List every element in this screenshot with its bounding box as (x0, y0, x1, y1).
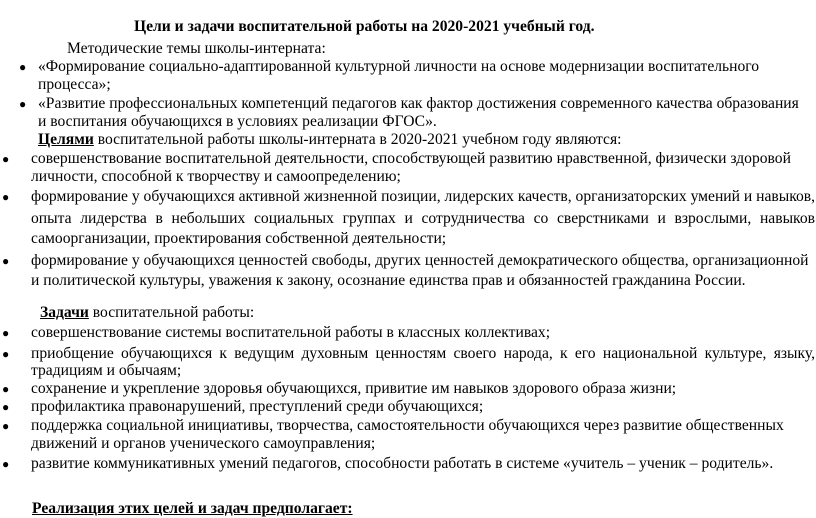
goal-2-line-3: самоорганизации, проектирования собственной деятельности; (31, 230, 447, 247)
bullet-icon: ● (2, 419, 10, 433)
bullet-icon: ● (2, 457, 10, 471)
document-title: Цели и задачи воспитательной работы на 2020-2021 учебный год. (134, 18, 595, 35)
bullet-icon: ● (2, 382, 10, 396)
goals-heading (38, 131, 622, 149)
bullet-icon: ● (2, 152, 10, 166)
goals-word: Целями (38, 131, 94, 148)
bullet-icon: ● (2, 347, 10, 361)
goals-heading-rest: воспитательной работы школы-интерната в 2020-2021 учебном году являются: (93, 131, 622, 148)
tasks-heading (40, 304, 254, 322)
bullet-icon: ● (2, 190, 10, 204)
bullet-icon: ● (19, 97, 27, 111)
bullet-icon: ● (2, 400, 10, 414)
themes-heading: Методические темы школы-интерната: (67, 40, 326, 57)
goal-3-line-2: и политической культуры, уважения к закону, осознание единства прав и обязанностей гражданина России. (31, 272, 746, 289)
goal-3-line-1: формирование у обучающихся ценностей свободы, других ценностей демократического общества, организационной (31, 252, 809, 269)
goal-2-line-2: опыта лидерства в небольших социальных группах и сотрудничества со сверстниками и взрослыми, навыков (31, 210, 815, 227)
theme-1-line-1: «Формирование социально-адаптированной культурной личности на основе модернизации воспитательного (38, 58, 760, 75)
task-5-line-1: поддержка социальной инициативы, творчества, самостоятельности обучающихся через развитие общественных (31, 417, 784, 434)
task-2-line-1: приобщение обучающихся к ведущим духовным ценностям своего народа, к его национальной культуре, языку, (31, 345, 815, 362)
task-1: совершенствование системы воспитательной работы в классных коллективах; (31, 324, 551, 341)
bullet-icon: ● (2, 326, 10, 340)
theme-2-line-2: и воспитания обучающихся в условиях реализации ФГОС». (38, 113, 437, 130)
tasks-word: Задачи (40, 304, 89, 321)
goal-1-line-1: совершенствование воспитательной деятельности, способствующей развитию нравственной, физически здоровой (31, 150, 791, 167)
task-3: сохранение и укрепление здоровья обучающихся, привитие им навыков здорового образа жизни; (31, 380, 677, 397)
theme-1-line-2: процесса»; (38, 76, 111, 93)
task-2-line-2: традициям и обычаям; (31, 362, 182, 379)
implementation-heading: Реализация этих целей и задач предполагает: (32, 500, 353, 517)
tasks-heading-rest: воспитательной работы: (88, 304, 255, 321)
goal-2-line-1: формирование у обучающихся активной жизненной позиции, лидерских качеств, организаторских умений и навыков, (31, 188, 816, 205)
task-6: развитие коммуникативных умений педагогов, способности работать в системе «учитель – ученик – родитель». (31, 455, 774, 472)
goal-1-line-2: личности, способной к творчеству и самоопределению; (31, 168, 401, 185)
bullet-icon: ● (2, 254, 10, 268)
task-5-line-2: движений и органов ученического самоуправления; (31, 435, 376, 452)
bullet-icon: ● (19, 60, 27, 74)
theme-2-line-1: «Развитие профессиональных компетенций педагогов как фактор достижения современного качества образования (38, 95, 799, 112)
task-4: профилактика правонарушений, преступлений среди обучающихся; (31, 398, 484, 415)
